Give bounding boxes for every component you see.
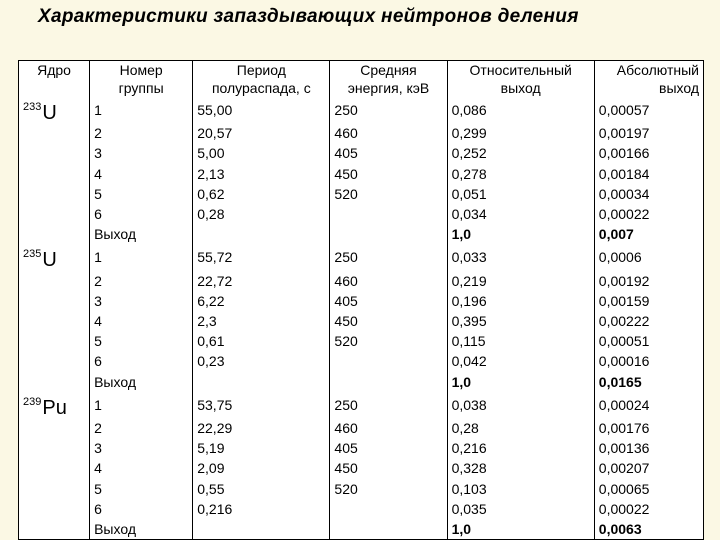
table-row — [19, 291, 704, 311]
table-row — [19, 143, 704, 163]
header-nucleus-cont — [19, 79, 90, 97]
relative-yield-cell: 0,035 — [447, 499, 594, 519]
group-cell: 1 — [90, 244, 193, 270]
energy-cell: 250 — [330, 97, 447, 123]
table-row — [19, 438, 704, 458]
nuclide-cell-empty — [19, 499, 90, 519]
period-cell: 22,29 — [193, 418, 330, 438]
group-cell: 4 — [90, 164, 193, 184]
relative-yield-cell: 0,033 — [447, 244, 594, 270]
header-group: Номер — [90, 61, 193, 80]
header-period: Период — [193, 61, 330, 80]
total-absolute-yield: 0,0165 — [594, 372, 703, 392]
period-cell: 55,72 — [193, 244, 330, 270]
nuclide-symbol: Pu — [42, 396, 67, 419]
energy-cell — [330, 519, 447, 540]
group-cell: 2 — [90, 418, 193, 438]
nuclide-cell-empty — [19, 519, 90, 540]
nuclide-cell-empty — [19, 418, 90, 438]
period-cell: 53,75 — [193, 392, 330, 418]
absolute-yield-cell: 0,00207 — [594, 458, 703, 478]
total-absolute-yield: 0,007 — [594, 224, 703, 244]
group-cell: 3 — [90, 143, 193, 163]
total-label: Выход — [90, 224, 193, 244]
energy-cell: 460 — [330, 123, 447, 143]
nuclide-cell-empty — [19, 291, 90, 311]
period-cell — [193, 224, 330, 244]
table-row — [19, 392, 704, 418]
period-cell: 2,13 — [193, 164, 330, 184]
period-cell: 55,00 — [193, 97, 330, 123]
table-row — [19, 97, 704, 123]
period-cell: 0,23 — [193, 351, 330, 371]
energy-cell: 460 — [330, 271, 447, 291]
nuclide-cell-empty — [19, 143, 90, 163]
table-row — [19, 204, 704, 224]
header-relative-yield-cont: выход — [447, 79, 594, 97]
energy-cell: 450 — [330, 164, 447, 184]
table-row — [19, 458, 704, 478]
page-title: Характеристики запаздывающих нейтронов деления — [38, 6, 579, 27]
total-row — [19, 224, 704, 244]
absolute-yield-cell: 0,00024 — [594, 392, 703, 418]
period-cell — [193, 519, 330, 540]
absolute-yield-cell: 0,00159 — [594, 291, 703, 311]
header-group-cont: группы — [90, 79, 193, 97]
table-row — [19, 123, 704, 143]
energy-cell: 450 — [330, 458, 447, 478]
relative-yield-cell: 0,042 — [447, 351, 594, 371]
period-cell: 2,09 — [193, 458, 330, 478]
nuclide-cell-empty — [19, 311, 90, 331]
energy-cell: 520 — [330, 331, 447, 351]
absolute-yield-cell: 0,00065 — [594, 479, 703, 499]
nuclide-cell-empty — [19, 351, 90, 371]
absolute-yield-cell: 0,00022 — [594, 204, 703, 224]
absolute-yield-cell: 0,00197 — [594, 123, 703, 143]
total-relative-yield: 1,0 — [447, 224, 594, 244]
header-relative-yield: Относительный — [447, 61, 594, 80]
group-cell: 5 — [90, 331, 193, 351]
period-cell: 20,57 — [193, 123, 330, 143]
table-row — [19, 351, 704, 371]
total-absolute-yield: 0,0063 — [594, 519, 703, 540]
energy-cell: 460 — [330, 418, 447, 438]
group-cell: 3 — [90, 291, 193, 311]
table-row — [19, 164, 704, 184]
period-cell: 5,19 — [193, 438, 330, 458]
energy-cell: 250 — [330, 244, 447, 270]
header-energy-cont: энергия, кэВ — [330, 79, 447, 97]
absolute-yield-cell: 0,00184 — [594, 164, 703, 184]
nuclide-cell-empty — [19, 479, 90, 499]
relative-yield-cell: 0,051 — [447, 184, 594, 204]
nuclide-label — [19, 392, 90, 418]
period-cell: 0,216 — [193, 499, 330, 519]
period-cell: 0,61 — [193, 331, 330, 351]
absolute-yield-cell: 0,00222 — [594, 311, 703, 331]
nuclide-cell-empty — [19, 271, 90, 291]
period-cell: 2,3 — [193, 311, 330, 331]
energy-cell: 450 — [330, 311, 447, 331]
nuclide-cell-empty — [19, 331, 90, 351]
table-row — [19, 331, 704, 351]
energy-cell — [330, 204, 447, 224]
nuclide-symbol: U — [42, 249, 57, 272]
nuclide-mass: 235 — [23, 248, 42, 261]
group-cell: 2 — [90, 271, 193, 291]
absolute-yield-cell: 0,00166 — [594, 143, 703, 163]
energy-cell: 405 — [330, 143, 447, 163]
nuclide-cell-empty — [19, 458, 90, 478]
period-cell: 22,72 — [193, 271, 330, 291]
header-nucleus: Ядро — [19, 61, 90, 80]
table-body — [19, 97, 704, 540]
energy-cell — [330, 372, 447, 392]
nuclide-label — [19, 244, 90, 270]
total-label: Выход — [90, 519, 193, 540]
table-row — [19, 271, 704, 291]
relative-yield-cell: 0,28 — [447, 418, 594, 438]
relative-yield-cell: 0,196 — [447, 291, 594, 311]
group-cell: 4 — [90, 458, 193, 478]
absolute-yield-cell: 0,00051 — [594, 331, 703, 351]
header-energy: Средняя — [330, 61, 447, 80]
relative-yield-cell: 0,219 — [447, 271, 594, 291]
total-row — [19, 519, 704, 540]
period-cell: 0,55 — [193, 479, 330, 499]
table-row — [19, 311, 704, 331]
group-cell: 1 — [90, 392, 193, 418]
energy-cell: 405 — [330, 291, 447, 311]
period-cell: 6,22 — [193, 291, 330, 311]
absolute-yield-cell: 0,00034 — [594, 184, 703, 204]
group-cell: 1 — [90, 97, 193, 123]
nuclide-mass: 239 — [23, 395, 42, 408]
relative-yield-cell: 0,299 — [447, 123, 594, 143]
relative-yield-cell: 0,328 — [447, 458, 594, 478]
nuclide-cell-empty — [19, 184, 90, 204]
group-cell: 4 — [90, 311, 193, 331]
total-relative-yield: 1,0 — [447, 372, 594, 392]
header-row-1 — [19, 61, 704, 80]
table-row — [19, 244, 704, 270]
relative-yield-cell: 0,216 — [447, 438, 594, 458]
absolute-yield-cell: 0,0006 — [594, 244, 703, 270]
period-cell: 5,00 — [193, 143, 330, 163]
nuclide-cell-empty — [19, 164, 90, 184]
nuclide-label — [19, 97, 90, 123]
neutron-data-table — [18, 60, 704, 540]
absolute-yield-cell: 0,00176 — [594, 418, 703, 438]
nuclide-cell-empty — [19, 372, 90, 392]
table-row — [19, 479, 704, 499]
relative-yield-cell: 0,034 — [447, 204, 594, 224]
group-cell: 5 — [90, 184, 193, 204]
relative-yield-cell: 0,103 — [447, 479, 594, 499]
nuclide-mass: 233 — [23, 101, 42, 113]
relative-yield-cell: 0,395 — [447, 311, 594, 331]
header-absolute-yield: Абсолютный — [594, 61, 703, 80]
total-row — [19, 372, 704, 392]
nuclide-cell-empty — [19, 224, 90, 244]
nuclide-symbol: U — [42, 102, 57, 124]
period-cell: 0,62 — [193, 184, 330, 204]
absolute-yield-cell: 0,00016 — [594, 351, 703, 371]
relative-yield-cell: 0,115 — [447, 331, 594, 351]
energy-cell — [330, 351, 447, 371]
nuclide-cell-empty — [19, 438, 90, 458]
nuclide-cell-empty — [19, 204, 90, 224]
group-cell: 6 — [90, 499, 193, 519]
absolute-yield-cell: 0,00022 — [594, 499, 703, 519]
absolute-yield-cell: 0,00057 — [594, 97, 703, 123]
energy-cell: 405 — [330, 438, 447, 458]
group-cell: 6 — [90, 351, 193, 371]
energy-cell: 520 — [330, 479, 447, 499]
relative-yield-cell: 0,278 — [447, 164, 594, 184]
group-cell: 6 — [90, 204, 193, 224]
relative-yield-cell: 0,252 — [447, 143, 594, 163]
header-period-cont: полураспада, с — [193, 79, 330, 97]
period-cell — [193, 372, 330, 392]
energy-cell — [330, 224, 447, 244]
group-cell: 5 — [90, 479, 193, 499]
total-label: Выход — [90, 372, 193, 392]
table-row — [19, 499, 704, 519]
group-cell: 3 — [90, 438, 193, 458]
table-row — [19, 418, 704, 438]
relative-yield-cell: 0,086 — [447, 97, 594, 123]
energy-cell: 250 — [330, 392, 447, 418]
group-cell: 2 — [90, 123, 193, 143]
total-relative-yield: 1,0 — [447, 519, 594, 540]
table-row — [19, 184, 704, 204]
energy-cell — [330, 499, 447, 519]
absolute-yield-cell: 0,00192 — [594, 271, 703, 291]
absolute-yield-cell: 0,00136 — [594, 438, 703, 458]
relative-yield-cell: 0,038 — [447, 392, 594, 418]
header-row-2 — [19, 79, 704, 97]
header-absolute-yield-cont: выход — [594, 79, 703, 97]
nuclide-cell-empty — [19, 123, 90, 143]
period-cell: 0,28 — [193, 204, 330, 224]
energy-cell: 520 — [330, 184, 447, 204]
